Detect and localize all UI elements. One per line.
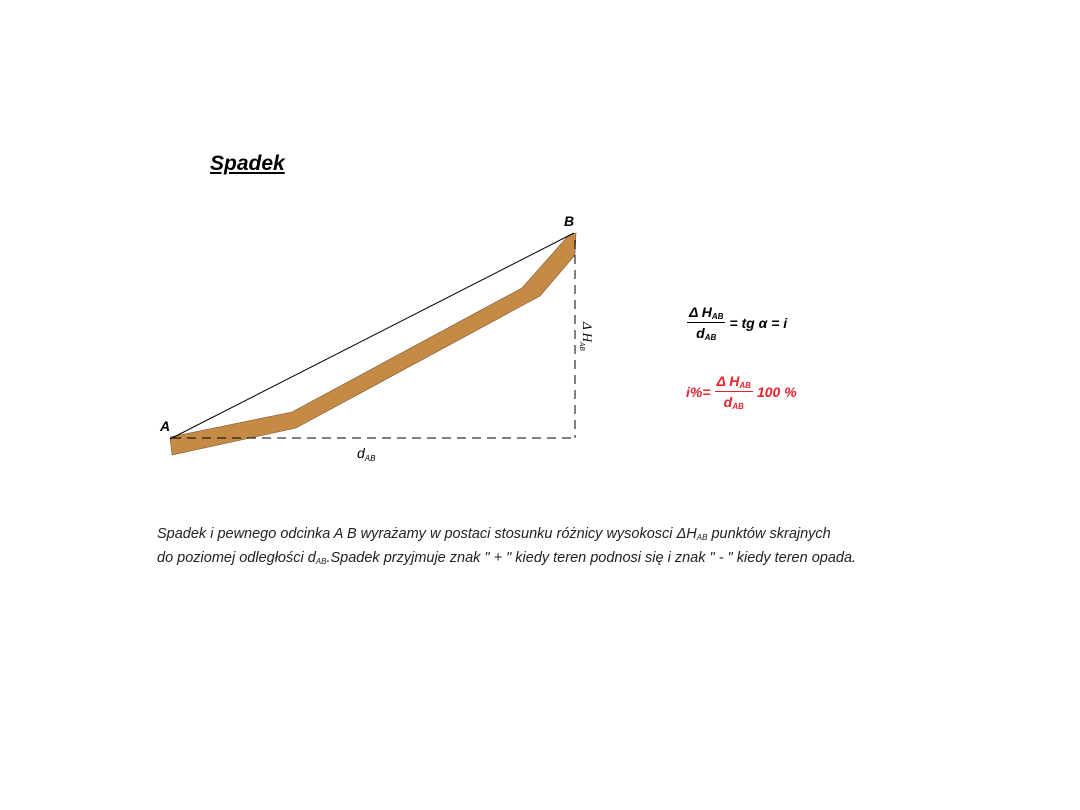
slope-formula-rest: = tg α = i — [729, 315, 788, 331]
height-difference-label — [578, 321, 595, 351]
horizontal-distance-label — [357, 445, 376, 463]
height-difference-sub: AB — [578, 342, 586, 351]
slope-denominator: $d_{AB}$ — [696, 325, 717, 342]
slope-line-ab — [170, 233, 574, 439]
point-b-label: B — [564, 213, 575, 229]
description-line-2: do poziomej odległości $d_{AB}.Spadek$ przyjmuje znak " + " kiedy teren podnosi się i znak " - " kiedy teren opada. — [157, 550, 857, 566]
page-title: Spadek — [210, 152, 285, 175]
horizontal-distance-sub: AB — [364, 454, 376, 463]
terrain-profile — [170, 233, 576, 455]
percent-formula-rest: 100 % — [756, 384, 797, 400]
percent-denominator: $d_{AB}$ — [723, 394, 744, 411]
slope-formula — [687, 304, 787, 342]
percent-prefix: i%= — [686, 384, 711, 400]
description-line-1: Spadek i pewnego odcinka A B wyrażamy w postaci stosunku różnicy wysokosci $\Delta H_{AB}$ punktów skrajnych — [157, 526, 831, 542]
percent-slope-formula — [686, 373, 797, 411]
point-a-label: A — [160, 418, 171, 434]
horizontal-distance-main: d — [357, 445, 365, 461]
description — [157, 524, 856, 572]
percent-fraction — [715, 373, 753, 411]
percent-numerator: Δ $H_{AB}$ — [716, 373, 751, 390]
slope-fraction — [687, 304, 725, 342]
slope-numerator: Δ $H_{AB}$ — [689, 304, 724, 321]
height-difference-main: Δ H — [580, 322, 595, 343]
